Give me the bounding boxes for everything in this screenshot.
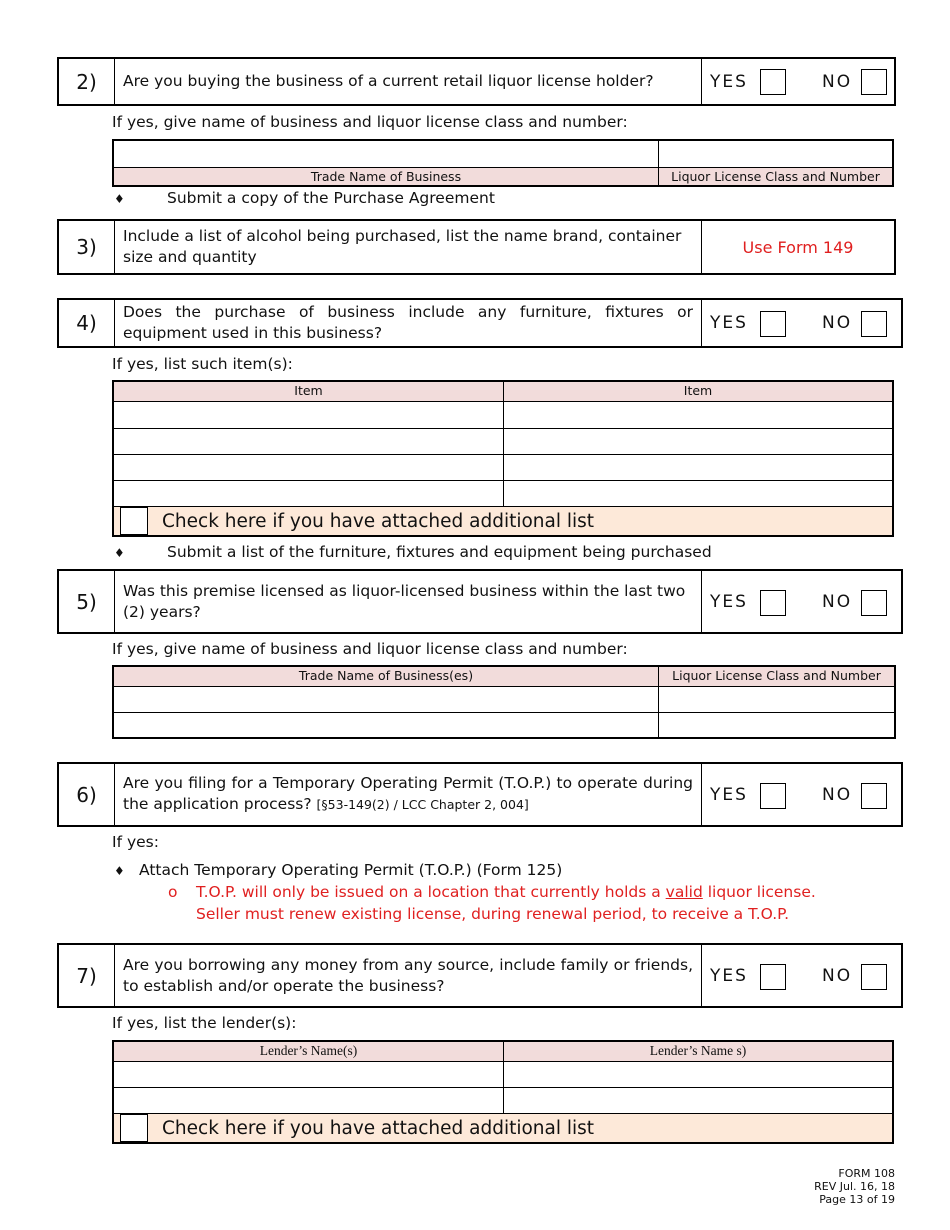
q5-table [112, 665, 896, 739]
check-label: Check here if you have attached additional list [162, 510, 595, 532]
yes-label: YES [710, 71, 748, 92]
q6-yes-checkbox[interactable] [760, 783, 786, 809]
no-label: NO [822, 784, 853, 805]
q5-if-yes: If yes, give name of business and liquor license class and number: [112, 640, 628, 658]
q2-yes-no [702, 59, 894, 104]
yes-label: YES [710, 313, 748, 333]
q2-question: Are you buying the business of a current retail liquor license holder? [115, 59, 702, 104]
q4-yes-no [702, 300, 901, 346]
check-label: Check here if you have attached additional list [162, 1117, 595, 1139]
form-number: FORM 108 [838, 1167, 895, 1180]
lender-name-input[interactable] [114, 1062, 504, 1088]
q4-no-checkbox[interactable] [861, 311, 887, 337]
q6-yes-no [702, 764, 901, 825]
yes-label: YES [710, 784, 748, 805]
q4-additional-list-row [114, 507, 892, 535]
q2-yes-checkbox[interactable] [760, 69, 786, 95]
q7-box [57, 943, 903, 1008]
item-input[interactable] [114, 455, 504, 481]
q4-yes-checkbox[interactable] [760, 311, 786, 337]
item-input[interactable] [504, 402, 892, 429]
q4-box [57, 298, 903, 348]
no-label: NO [822, 313, 853, 333]
q2-number: 2) [59, 59, 115, 104]
lender-name-input[interactable] [504, 1062, 892, 1088]
q5-no-checkbox[interactable] [861, 590, 887, 616]
q5-box [57, 569, 903, 634]
q5-yes-no [702, 571, 901, 632]
q6-note-line2: Seller must renew existing license, during renewal period, to receive a T.O.P. [196, 905, 790, 923]
license-class-input[interactable] [659, 141, 892, 168]
q7-additional-list-row [114, 1114, 892, 1142]
circle-bullet-icon: o [168, 883, 178, 901]
q7-additional-list-checkbox[interactable] [120, 1114, 148, 1142]
item-input[interactable] [504, 429, 892, 455]
col-header: Trade Name of Business [114, 168, 659, 185]
diamond-bullet-icon: ♦ [114, 546, 125, 560]
q4-bullet-item [114, 543, 712, 561]
col-header: Lender’s Name(s) [114, 1042, 504, 1062]
lender-name-input[interactable] [504, 1088, 892, 1114]
license-class-input[interactable] [659, 687, 894, 713]
q4-number: 4) [59, 300, 115, 346]
q6-bullet-text: Attach Temporary Operating Permit (T.O.P.) (Form 125) [139, 861, 563, 879]
q6-citation: [§53-149(2) / LCC Chapter 2, 004] [316, 797, 529, 812]
item-input[interactable] [504, 455, 892, 481]
q6-no-checkbox[interactable] [861, 783, 887, 809]
q7-if-yes: If yes, list the lender(s): [112, 1014, 297, 1032]
revision-date: REV Jul. 16, 18 [814, 1180, 895, 1193]
q7-question: Are you borrowing any money from any source, include family or friends, to establish and/or operate the business? [115, 945, 702, 1006]
page-number: Page 13 of 19 [819, 1193, 895, 1206]
q5-yes-checkbox[interactable] [760, 590, 786, 616]
note-text: T.O.P. will only be issued on a location that currently holds a [196, 883, 666, 901]
q6-question [115, 764, 702, 825]
q7-no-checkbox[interactable] [861, 964, 887, 990]
yes-label: YES [710, 591, 748, 612]
item-input[interactable] [114, 481, 504, 507]
q6-note-line1 [196, 881, 888, 903]
col-header: Item [504, 382, 892, 402]
q3-use-form-link[interactable]: Use Form 149 [742, 237, 854, 257]
q2-table [112, 139, 894, 187]
yes-label: YES [710, 965, 748, 986]
q3-box [57, 219, 896, 275]
q6-box [57, 762, 903, 827]
q5-question: Was this premise licensed as liquor-licensed business within the last two (2) years? [115, 571, 702, 632]
q6-if-yes: If yes: [112, 833, 159, 851]
q7-table [112, 1040, 894, 1144]
item-input[interactable] [114, 402, 504, 429]
q3-question: Include a list of alcohol being purchased, list the name brand, container size and quantity [115, 221, 702, 273]
no-label: NO [822, 965, 853, 986]
q4-question: Does the purchase of business include any furniture, fixtures or equipment used in this business? [115, 300, 702, 346]
trade-name-input[interactable] [114, 141, 659, 168]
q6-question-text: Are you filing for a Temporary Operating Permit (T.O.P.) to operate during the application process? [123, 774, 693, 813]
col-header: Trade Name of Business(es) [114, 667, 659, 687]
q2-no-checkbox[interactable] [861, 69, 887, 95]
license-class-input[interactable] [659, 713, 894, 737]
q6-bullet-item [114, 861, 563, 879]
no-label: NO [822, 71, 853, 92]
q3-number: 3) [59, 221, 115, 273]
diamond-bullet-icon: ♦ [114, 864, 125, 878]
q2-box [57, 57, 896, 106]
q5-number: 5) [59, 571, 115, 632]
col-header: Lender’s Name s) [504, 1042, 892, 1062]
q6-note [168, 881, 888, 925]
q6-number: 6) [59, 764, 115, 825]
lender-name-input[interactable] [114, 1088, 504, 1114]
trade-name-input[interactable] [114, 687, 659, 713]
q7-yes-no [702, 945, 901, 1006]
item-input[interactable] [114, 429, 504, 455]
trade-name-input[interactable] [114, 713, 659, 737]
q4-if-yes: If yes, list such item(s): [112, 355, 293, 373]
col-header: Liquor License Class and Number [659, 168, 892, 185]
diamond-bullet-icon: ♦ [114, 192, 125, 206]
q7-yes-checkbox[interactable] [760, 964, 786, 990]
q2-bullet-text: Submit a copy of the Purchase Agreement [167, 189, 495, 207]
page-footer [695, 1167, 895, 1206]
item-input[interactable] [504, 481, 892, 507]
q4-bullet-text: Submit a list of the furniture, fixtures and equipment being purchased [167, 543, 712, 561]
q2-bullet-item [114, 189, 495, 207]
q2-if-yes: If yes, give name of business and liquor license class and number: [112, 113, 628, 131]
note-text: liquor license. [702, 883, 816, 901]
q4-additional-list-checkbox[interactable] [120, 507, 148, 535]
note-underlined: valid [665, 883, 703, 901]
q7-number: 7) [59, 945, 115, 1006]
col-header: Item [114, 382, 504, 402]
q4-table [112, 380, 894, 537]
no-label: NO [822, 591, 853, 612]
col-header: Liquor License Class and Number [659, 667, 894, 687]
